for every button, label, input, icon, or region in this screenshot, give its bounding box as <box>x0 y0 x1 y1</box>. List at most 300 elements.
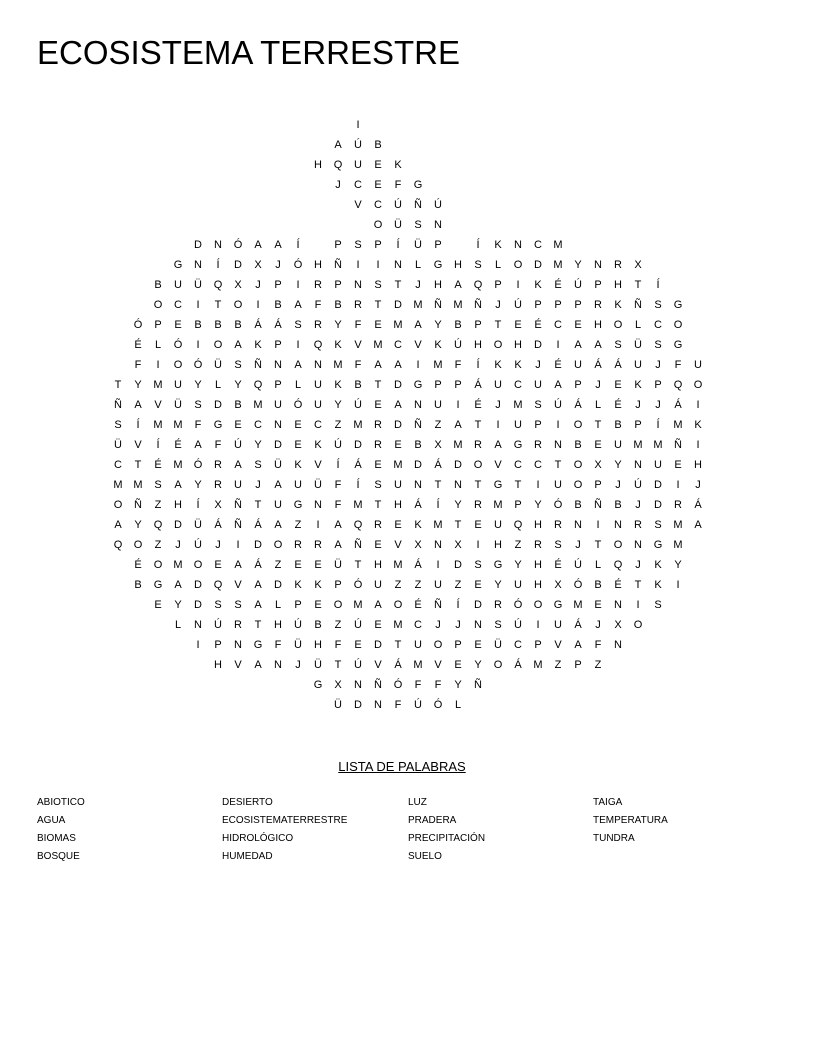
grid-letter: I <box>416 359 420 371</box>
grid-letter: Ü <box>314 479 322 491</box>
grid-letter: Ú <box>574 279 582 291</box>
grid-letter: I <box>696 399 700 411</box>
grid-letter: I <box>196 299 200 311</box>
grid-letter: F <box>334 499 342 511</box>
grid-letter: A <box>374 359 382 371</box>
grid-letter: U <box>694 359 702 371</box>
grid-letter: O <box>273 539 283 551</box>
grid-letter: A <box>274 519 282 531</box>
grid-letter: P <box>574 379 582 391</box>
grid-letter: Á <box>434 459 442 471</box>
grid-letter: N <box>214 239 222 251</box>
grid-letter: R <box>214 479 222 491</box>
grid-letter: Ó <box>513 599 523 611</box>
word-list-item: HIDROLÓGICO <box>222 833 294 844</box>
grid-letter: Z <box>414 579 422 591</box>
grid-letter: R <box>374 419 382 431</box>
grid-letter: F <box>274 639 282 651</box>
grid-letter: K <box>654 559 662 571</box>
grid-letter: R <box>314 539 322 551</box>
grid-letter: P <box>154 319 162 331</box>
grid-letter: N <box>314 359 322 371</box>
grid-letter: J <box>255 479 261 491</box>
grid-letter: M <box>393 319 403 331</box>
grid-letter: M <box>653 439 663 451</box>
grid-letter: D <box>194 579 202 591</box>
grid-letter: E <box>354 639 362 651</box>
grid-letter: N <box>614 599 622 611</box>
grid-letter: Ó <box>393 679 403 691</box>
grid-letter: J <box>635 399 641 411</box>
grid-letter: S <box>654 599 662 611</box>
grid-letter: K <box>534 279 542 291</box>
grid-letter: Ú <box>574 559 582 571</box>
grid-letter: É <box>554 359 562 371</box>
grid-letter: Ü <box>414 239 422 251</box>
grid-letter: U <box>554 479 562 491</box>
grid-letter: S <box>474 559 482 571</box>
grid-letter: P <box>334 279 342 291</box>
grid-letter: É <box>614 579 622 591</box>
grid-letter: A <box>574 639 582 651</box>
grid-letter: E <box>454 659 462 671</box>
grid-letter: M <box>353 419 363 431</box>
grid-letter: O <box>153 299 163 311</box>
grid-letter: O <box>173 359 183 371</box>
grid-letter: K <box>494 359 502 371</box>
grid-letter: L <box>634 319 642 331</box>
grid-letter: Ü <box>494 639 502 651</box>
grid-letter: H <box>534 519 542 531</box>
grid-letter: J <box>175 539 181 551</box>
grid-letter: C <box>354 179 362 191</box>
grid-letter: I <box>636 599 640 611</box>
grid-letter: C <box>394 339 402 351</box>
grid-letter: O <box>633 619 643 631</box>
grid-letter: A <box>334 519 342 531</box>
grid-letter: B <box>614 499 622 511</box>
grid-letter: Ñ <box>434 299 442 311</box>
page-title: ECOSISTEMA TERRESTRE <box>37 34 460 71</box>
word-list-item: LUZ <box>408 797 427 808</box>
grid-letter: Y <box>174 599 182 611</box>
grid-letter: X <box>454 539 462 551</box>
grid-letter: A <box>174 479 182 491</box>
grid-letter: Ú <box>514 619 522 631</box>
grid-letter: D <box>274 579 282 591</box>
grid-letter: M <box>413 299 423 311</box>
grid-letter: U <box>634 359 642 371</box>
grid-letter: J <box>655 399 661 411</box>
grid-letter: E <box>674 459 682 471</box>
grid-letter: U <box>434 579 442 591</box>
grid-letter: P <box>574 659 582 671</box>
grid-letter: X <box>614 619 622 631</box>
grid-letter: Z <box>434 419 442 431</box>
grid-letter: E <box>594 439 602 451</box>
grid-letter: T <box>434 479 442 491</box>
grid-letter: J <box>595 619 601 631</box>
grid-letter: J <box>215 539 221 551</box>
grid-letter: Á <box>394 659 402 671</box>
grid-letter: L <box>594 559 602 571</box>
grid-letter: S <box>374 279 382 291</box>
grid-letter: P <box>474 319 482 331</box>
grid-letter: Ü <box>334 699 342 711</box>
grid-letter: Ü <box>174 399 182 411</box>
grid-letter: Y <box>194 379 202 391</box>
grid-letter: B <box>574 499 582 511</box>
grid-letter: Í <box>296 239 300 251</box>
grid-letter: Ú <box>554 399 562 411</box>
grid-letter: R <box>674 499 682 511</box>
grid-letter: Ñ <box>594 499 602 511</box>
grid-letter: Á <box>514 659 522 671</box>
grid-letter: N <box>474 619 482 631</box>
grid-letter: Z <box>454 579 462 591</box>
grid-letter: N <box>574 519 582 531</box>
grid-letter: V <box>434 659 442 671</box>
grid-letter: U <box>314 399 322 411</box>
grid-letter: U <box>434 399 442 411</box>
grid-letter: C <box>414 619 422 631</box>
grid-letter: G <box>553 599 563 611</box>
grid-letter: T <box>474 479 482 491</box>
grid-letter: R <box>374 439 382 451</box>
grid-letter: M <box>673 539 683 551</box>
grid-letter: U <box>494 519 502 531</box>
grid-letter: Y <box>534 499 542 511</box>
grid-letter: Y <box>334 319 342 331</box>
grid-letter: Á <box>254 319 262 331</box>
grid-letter: Y <box>674 559 682 571</box>
grid-letter: P <box>274 279 282 291</box>
grid-letter: Ú <box>194 539 202 551</box>
grid-letter: R <box>314 319 322 331</box>
grid-letter: H <box>694 459 702 471</box>
grid-letter: H <box>274 619 282 631</box>
grid-letter: N <box>634 459 642 471</box>
grid-letter: M <box>453 299 463 311</box>
grid-letter: L <box>594 399 602 411</box>
grid-letter: D <box>394 379 402 391</box>
grid-letter: U <box>534 379 542 391</box>
grid-letter: D <box>654 499 662 511</box>
word-list-item: TUNDRA <box>593 833 635 844</box>
grid-letter: O <box>113 499 123 511</box>
grid-letter: M <box>553 239 563 251</box>
grid-letter: B <box>134 579 142 591</box>
grid-letter: F <box>394 699 402 711</box>
grid-letter: P <box>534 419 542 431</box>
grid-letter: P <box>334 239 342 251</box>
grid-letter: K <box>394 159 402 171</box>
grid-letter: X <box>214 499 222 511</box>
grid-letter: U <box>274 499 282 511</box>
grid-letter: I <box>296 339 300 351</box>
grid-letter: M <box>513 399 523 411</box>
grid-letter: R <box>634 519 642 531</box>
grid-letter: N <box>554 439 562 451</box>
grid-letter: R <box>294 539 302 551</box>
grid-letter: Ú <box>434 199 442 211</box>
grid-letter: Á <box>254 519 262 531</box>
grid-letter: J <box>255 279 261 291</box>
grid-letter: M <box>553 259 563 271</box>
grid-letter: Y <box>454 679 462 691</box>
grid-letter: C <box>374 199 382 211</box>
grid-letter: I <box>356 259 360 271</box>
word-list-heading: LISTA DE PALABRAS <box>338 759 466 774</box>
grid-letter: Q <box>613 559 623 571</box>
grid-letter: Ú <box>354 139 362 151</box>
grid-letter: O <box>613 539 623 551</box>
grid-letter: Ó <box>553 499 563 511</box>
grid-letter: B <box>354 379 362 391</box>
grid-letter: T <box>634 279 642 291</box>
grid-letter: G <box>153 579 163 591</box>
grid-letter: P <box>494 279 502 291</box>
grid-letter: B <box>414 439 422 451</box>
grid-letter: J <box>615 479 621 491</box>
grid-letter: Z <box>394 579 402 591</box>
grid-letter: L <box>454 699 462 711</box>
grid-letter: G <box>313 679 323 691</box>
grid-letter: G <box>173 259 183 271</box>
word-list-item: ECOSISTEMATERRESTRE <box>222 815 348 826</box>
grid-letter: A <box>234 559 242 571</box>
grid-letter: E <box>394 439 402 451</box>
grid-letter: H <box>214 659 222 671</box>
grid-letter: P <box>554 299 562 311</box>
grid-letter: V <box>354 339 362 351</box>
grid-letter: J <box>335 179 341 191</box>
grid-letter: E <box>594 599 602 611</box>
grid-letter: S <box>154 479 162 491</box>
grid-letter: Í <box>396 239 400 251</box>
grid-letter: D <box>454 459 462 471</box>
grid-letter: Ñ <box>234 499 242 511</box>
word-list-item: AGUA <box>37 815 66 826</box>
grid-letter: B <box>574 439 582 451</box>
grid-letter: F <box>214 439 222 451</box>
grid-letter: E <box>374 539 382 551</box>
grid-letter: V <box>234 659 242 671</box>
grid-letter: P <box>594 479 602 491</box>
grid-letter: Í <box>456 599 460 611</box>
grid-letter: B <box>314 619 322 631</box>
grid-letter: Ó <box>173 339 183 351</box>
grid-letter: Ú <box>354 659 362 671</box>
grid-letter: Ñ <box>474 299 482 311</box>
grid-letter: Á <box>614 359 622 371</box>
grid-letter: M <box>393 619 403 631</box>
grid-letter: Z <box>274 559 282 571</box>
grid-letter: Q <box>353 519 363 531</box>
grid-letter: M <box>573 599 583 611</box>
grid-letter: T <box>114 379 122 391</box>
grid-letter: Ñ <box>134 499 142 511</box>
grid-letter: U <box>414 639 422 651</box>
grid-letter: S <box>614 339 622 351</box>
grid-letter: A <box>394 399 402 411</box>
grid-letter: Í <box>656 419 660 431</box>
grid-letter: K <box>434 339 442 351</box>
grid-letter: Ñ <box>114 399 122 411</box>
grid-letter: I <box>676 579 680 591</box>
grid-letter: O <box>573 479 583 491</box>
grid-letter: Í <box>476 359 480 371</box>
grid-letter: É <box>614 399 622 411</box>
grid-letter: Q <box>313 339 323 351</box>
grid-letter: E <box>214 559 222 571</box>
grid-letter: F <box>454 359 462 371</box>
grid-letter: P <box>334 579 342 591</box>
grid-letter: E <box>374 159 382 171</box>
grid-letter: É <box>174 439 182 451</box>
grid-letter: Ú <box>214 619 222 631</box>
grid-letter: I <box>196 639 200 651</box>
grid-letter: U <box>354 159 362 171</box>
grid-letter: F <box>334 639 342 651</box>
grid-letter: J <box>695 479 701 491</box>
grid-letter: F <box>354 319 362 331</box>
grid-letter: R <box>474 499 482 511</box>
grid-letter: J <box>455 619 461 631</box>
grid-letter: M <box>433 519 443 531</box>
grid-letter: K <box>634 379 642 391</box>
grid-letter: P <box>654 379 662 391</box>
grid-letter: O <box>333 599 343 611</box>
grid-letter: O <box>533 599 543 611</box>
grid-letter: I <box>556 339 560 351</box>
grid-letter: U <box>174 279 182 291</box>
grid-letter: O <box>133 539 143 551</box>
grid-letter: N <box>614 519 622 531</box>
grid-letter: Y <box>434 319 442 331</box>
grid-letter: P <box>434 239 442 251</box>
grid-letter: Z <box>334 619 342 631</box>
grid-letter: J <box>635 499 641 511</box>
word-list-item: SUELO <box>408 851 442 862</box>
grid-letter: U <box>574 359 582 371</box>
grid-letter: P <box>514 499 522 511</box>
grid-letter: I <box>596 519 600 531</box>
grid-letter: S <box>234 599 242 611</box>
grid-letter: O <box>493 339 503 351</box>
grid-letter: Q <box>673 379 683 391</box>
grid-letter: C <box>314 419 322 431</box>
grid-letter: N <box>194 619 202 631</box>
grid-letter: L <box>274 599 282 611</box>
grid-letter: O <box>473 459 483 471</box>
grid-letter: A <box>274 239 282 251</box>
grid-letter: U <box>394 479 402 491</box>
grid-letter: Ü <box>114 439 122 451</box>
grid-letter: X <box>634 259 642 271</box>
grid-letter: I <box>196 339 200 351</box>
grid-letter: Ú <box>354 399 362 411</box>
grid-letter: Y <box>234 379 242 391</box>
grid-letter: N <box>614 639 622 651</box>
grid-letter: K <box>254 339 262 351</box>
word-list-item: BIOMAS <box>37 833 76 844</box>
grid-letter: M <box>173 559 183 571</box>
grid-letter: Ü <box>634 339 642 351</box>
grid-letter: H <box>514 339 522 351</box>
grid-letter: Y <box>614 459 622 471</box>
grid-letter: P <box>594 279 602 291</box>
grid-letter: Z <box>294 519 302 531</box>
grid-letter: D <box>254 539 262 551</box>
grid-letter: S <box>114 419 122 431</box>
grid-letter: M <box>453 439 463 451</box>
grid-letter: B <box>234 399 242 411</box>
grid-letter: R <box>474 439 482 451</box>
grid-letter: G <box>673 299 683 311</box>
grid-letter: Ú <box>454 339 462 351</box>
grid-letter: R <box>354 299 362 311</box>
grid-letter: S <box>294 319 302 331</box>
grid-letter: O <box>613 319 623 331</box>
grid-letter: A <box>174 579 182 591</box>
grid-letter: A <box>394 359 402 371</box>
grid-letter: K <box>334 379 342 391</box>
grid-letter: G <box>293 499 303 511</box>
grid-letter: N <box>314 499 322 511</box>
grid-letter: D <box>274 439 282 451</box>
grid-letter: C <box>534 459 542 471</box>
grid-letter: M <box>633 439 643 451</box>
grid-letter: M <box>253 399 263 411</box>
grid-letter: S <box>654 299 662 311</box>
grid-letter: Ü <box>274 459 282 471</box>
grid-letter: H <box>174 499 182 511</box>
grid-letter: P <box>374 239 382 251</box>
word-list-item: HUMEDAD <box>222 851 273 862</box>
grid-letter: S <box>494 619 502 631</box>
grid-letter: V <box>374 659 382 671</box>
grid-letter: U <box>514 579 522 591</box>
grid-letter: M <box>133 479 143 491</box>
grid-letter: D <box>534 339 542 351</box>
grid-letter: M <box>673 419 683 431</box>
grid-letter: I <box>436 559 440 571</box>
grid-letter: Ñ <box>234 519 242 531</box>
grid-letter: L <box>174 619 182 631</box>
grid-letter: U <box>514 419 522 431</box>
grid-letter: G <box>413 179 423 191</box>
grid-letter: E <box>474 639 482 651</box>
grid-letter: I <box>256 299 260 311</box>
grid-letter: A <box>254 239 262 251</box>
grid-letter: Á <box>594 359 602 371</box>
grid-letter: J <box>415 279 421 291</box>
grid-letter: Ñ <box>414 419 422 431</box>
grid-letter: O <box>153 559 163 571</box>
grid-letter: D <box>354 699 362 711</box>
grid-letter: B <box>234 319 242 331</box>
grid-letter: Ñ <box>374 679 382 691</box>
grid-letter: N <box>194 259 202 271</box>
grid-letter: X <box>594 459 602 471</box>
grid-letter: T <box>354 559 362 571</box>
grid-letter: É <box>554 279 562 291</box>
grid-letter: I <box>356 119 360 131</box>
grid-letter: Z <box>554 659 562 671</box>
grid-letter: U <box>554 619 562 631</box>
grid-letter: Y <box>514 559 522 571</box>
